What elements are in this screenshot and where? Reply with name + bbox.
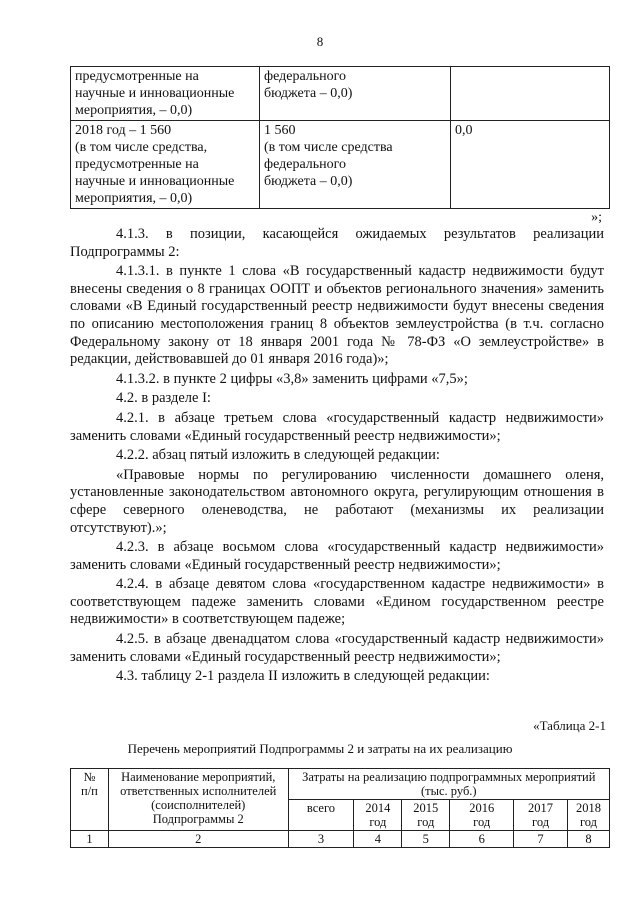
cell-line: 1 560 xyxy=(264,123,296,138)
header-line: год xyxy=(473,815,491,829)
paragraph: 4.2.2. абзац пятый изложить в следующей редакции: xyxy=(116,447,440,464)
header-year xyxy=(354,800,402,831)
cell-line: (в том числе средства xyxy=(264,140,393,155)
table-label: «Таблица 2-1 xyxy=(533,718,606,733)
cell-line: предусмотренные на xyxy=(75,157,199,172)
cell-line: федерального xyxy=(264,69,347,84)
cell-line: федерального xyxy=(264,157,347,172)
table-caption: Перечень мероприятий Подпрограммы 2 и затраты на их реализацию xyxy=(127,741,513,756)
cell-line: мероприятия, – 0,0) xyxy=(75,191,193,206)
column-number: 5 xyxy=(402,831,450,848)
header-line: 2015 xyxy=(413,801,439,815)
header-line: ответственных исполнителей xyxy=(120,784,277,798)
cell-line: предусмотренные на xyxy=(75,69,199,84)
paragraph: 4.2.5. в абзаце двенадцатом слова «государственный кадастр недвижимости» заменить словами «Единый государственный реестр недвижимости»; xyxy=(70,631,604,665)
paragraph: 4.2. в разделе I: xyxy=(116,390,211,407)
continuation-table xyxy=(70,66,610,209)
paragraph: 4.1.3. в позиции, касающейся ожидаемых результатов реализации Подпрограммы 2: xyxy=(70,226,604,260)
header-year xyxy=(450,800,514,831)
header-number xyxy=(71,769,109,831)
paragraph: 4.2.1. в абзаце третьем слова «государственный кадастр недвижимости» заменить словами «Единый государственный реестр недвижимости»; xyxy=(70,409,604,444)
paragraph: «Правовые нормы по регулированию численности домашнего оленя, установленные законодательством автономного округа, регулирующим отношения в сфере северного оленеводства, не работают (механизмы их реализации отсутствуют).»; xyxy=(70,466,604,536)
page-number: 8 xyxy=(316,34,324,49)
paragraph: 4.1.3.1. в пункте 1 слова «В государственный кадастр недвижимости будут внесены сведения о 8 границах ООПТ и объектов регионального значения» заменить словами «В Единый государственный реестр недвижимости будут внесены сведения по описанию местоположения границ 8 объектов землеустройства (в т.ч. согласно Федеральному закону от 18 января 2001 года № 78-ФЗ «О землеустройстве» в редакции, действовавшей до 01 января 2016 года)»; xyxy=(70,263,604,368)
header-line: год xyxy=(417,815,435,829)
column-number: 1 xyxy=(71,831,109,848)
header-costs xyxy=(288,769,609,800)
closing-quote: »; xyxy=(591,210,602,225)
header-year xyxy=(514,800,568,831)
cell-line: 0,0 xyxy=(455,123,473,138)
header-line: Подпрограммы 2 xyxy=(152,812,244,826)
column-number: 6 xyxy=(450,831,514,848)
header-line: год xyxy=(579,815,598,829)
cell-line: научные и инновационные xyxy=(75,86,235,101)
header-line: 2018 xyxy=(576,801,601,815)
header-line: 2017 xyxy=(528,801,554,815)
column-number: 3 xyxy=(288,831,354,848)
header-line: Наименование мероприятий, xyxy=(121,770,276,784)
paragraph: 4.3. таблицу 2-1 раздела II изложить в следующей редакции: xyxy=(116,668,490,685)
table-cell xyxy=(71,67,260,121)
cell-line: бюджета – 0,0) xyxy=(264,174,353,189)
column-number: 7 xyxy=(514,831,568,848)
cell-line: научные и инновационные xyxy=(75,174,235,189)
header-year xyxy=(402,800,450,831)
cell-line: мероприятия, – 0,0) xyxy=(75,103,193,118)
cell-line: (в том числе средства, xyxy=(75,140,208,155)
column-numbers-row xyxy=(71,831,610,848)
column-number: 4 xyxy=(354,831,402,848)
cell-line: бюджета – 0,0) xyxy=(264,86,353,101)
table-cell xyxy=(451,121,610,209)
paragraph: 4.2.4. в абзаце девятом слова «государственном кадастре недвижимости» в соответствующем падеже заменить словами «Едином государственном реестре недвижимости» в соответствующем падеже; xyxy=(70,576,604,628)
header-line: (соисполнителей) xyxy=(151,798,246,812)
table-row xyxy=(71,67,610,121)
header-line: год xyxy=(532,815,550,829)
paragraph: 4.1.3.2. в пункте 2 цифры «3,8» заменить цифрами «7,5»; xyxy=(116,370,468,387)
column-number: 2 xyxy=(108,831,288,848)
header-line: № xyxy=(83,770,96,784)
table-row xyxy=(71,121,610,209)
header-line: п/п xyxy=(81,784,98,798)
header-total: всего xyxy=(288,800,354,831)
header-line: Затраты на реализацию подпрограммных мероприятий xyxy=(302,770,596,784)
costs-table xyxy=(70,768,610,848)
header-line: 2016 xyxy=(469,801,495,815)
header-name xyxy=(108,769,288,831)
header-line: год xyxy=(369,815,387,829)
header-line: (тыс. руб.) xyxy=(420,784,477,798)
header-year xyxy=(568,800,610,831)
table-cell xyxy=(260,67,451,121)
cell-line: 2018 год – 1 560 xyxy=(75,123,172,138)
paragraph: 4.2.3. в абзаце восьмом слова «государственный кадастр недвижимости» заменить словами «Единый государственный реестр недвижимости»; xyxy=(70,539,604,573)
table-cell xyxy=(260,121,451,209)
table-header-row xyxy=(71,769,610,800)
table-cell xyxy=(451,67,610,121)
column-number: 8 xyxy=(568,831,610,848)
header-line: 2014 xyxy=(365,801,391,815)
document-body xyxy=(70,226,604,688)
table-cell xyxy=(71,121,260,209)
